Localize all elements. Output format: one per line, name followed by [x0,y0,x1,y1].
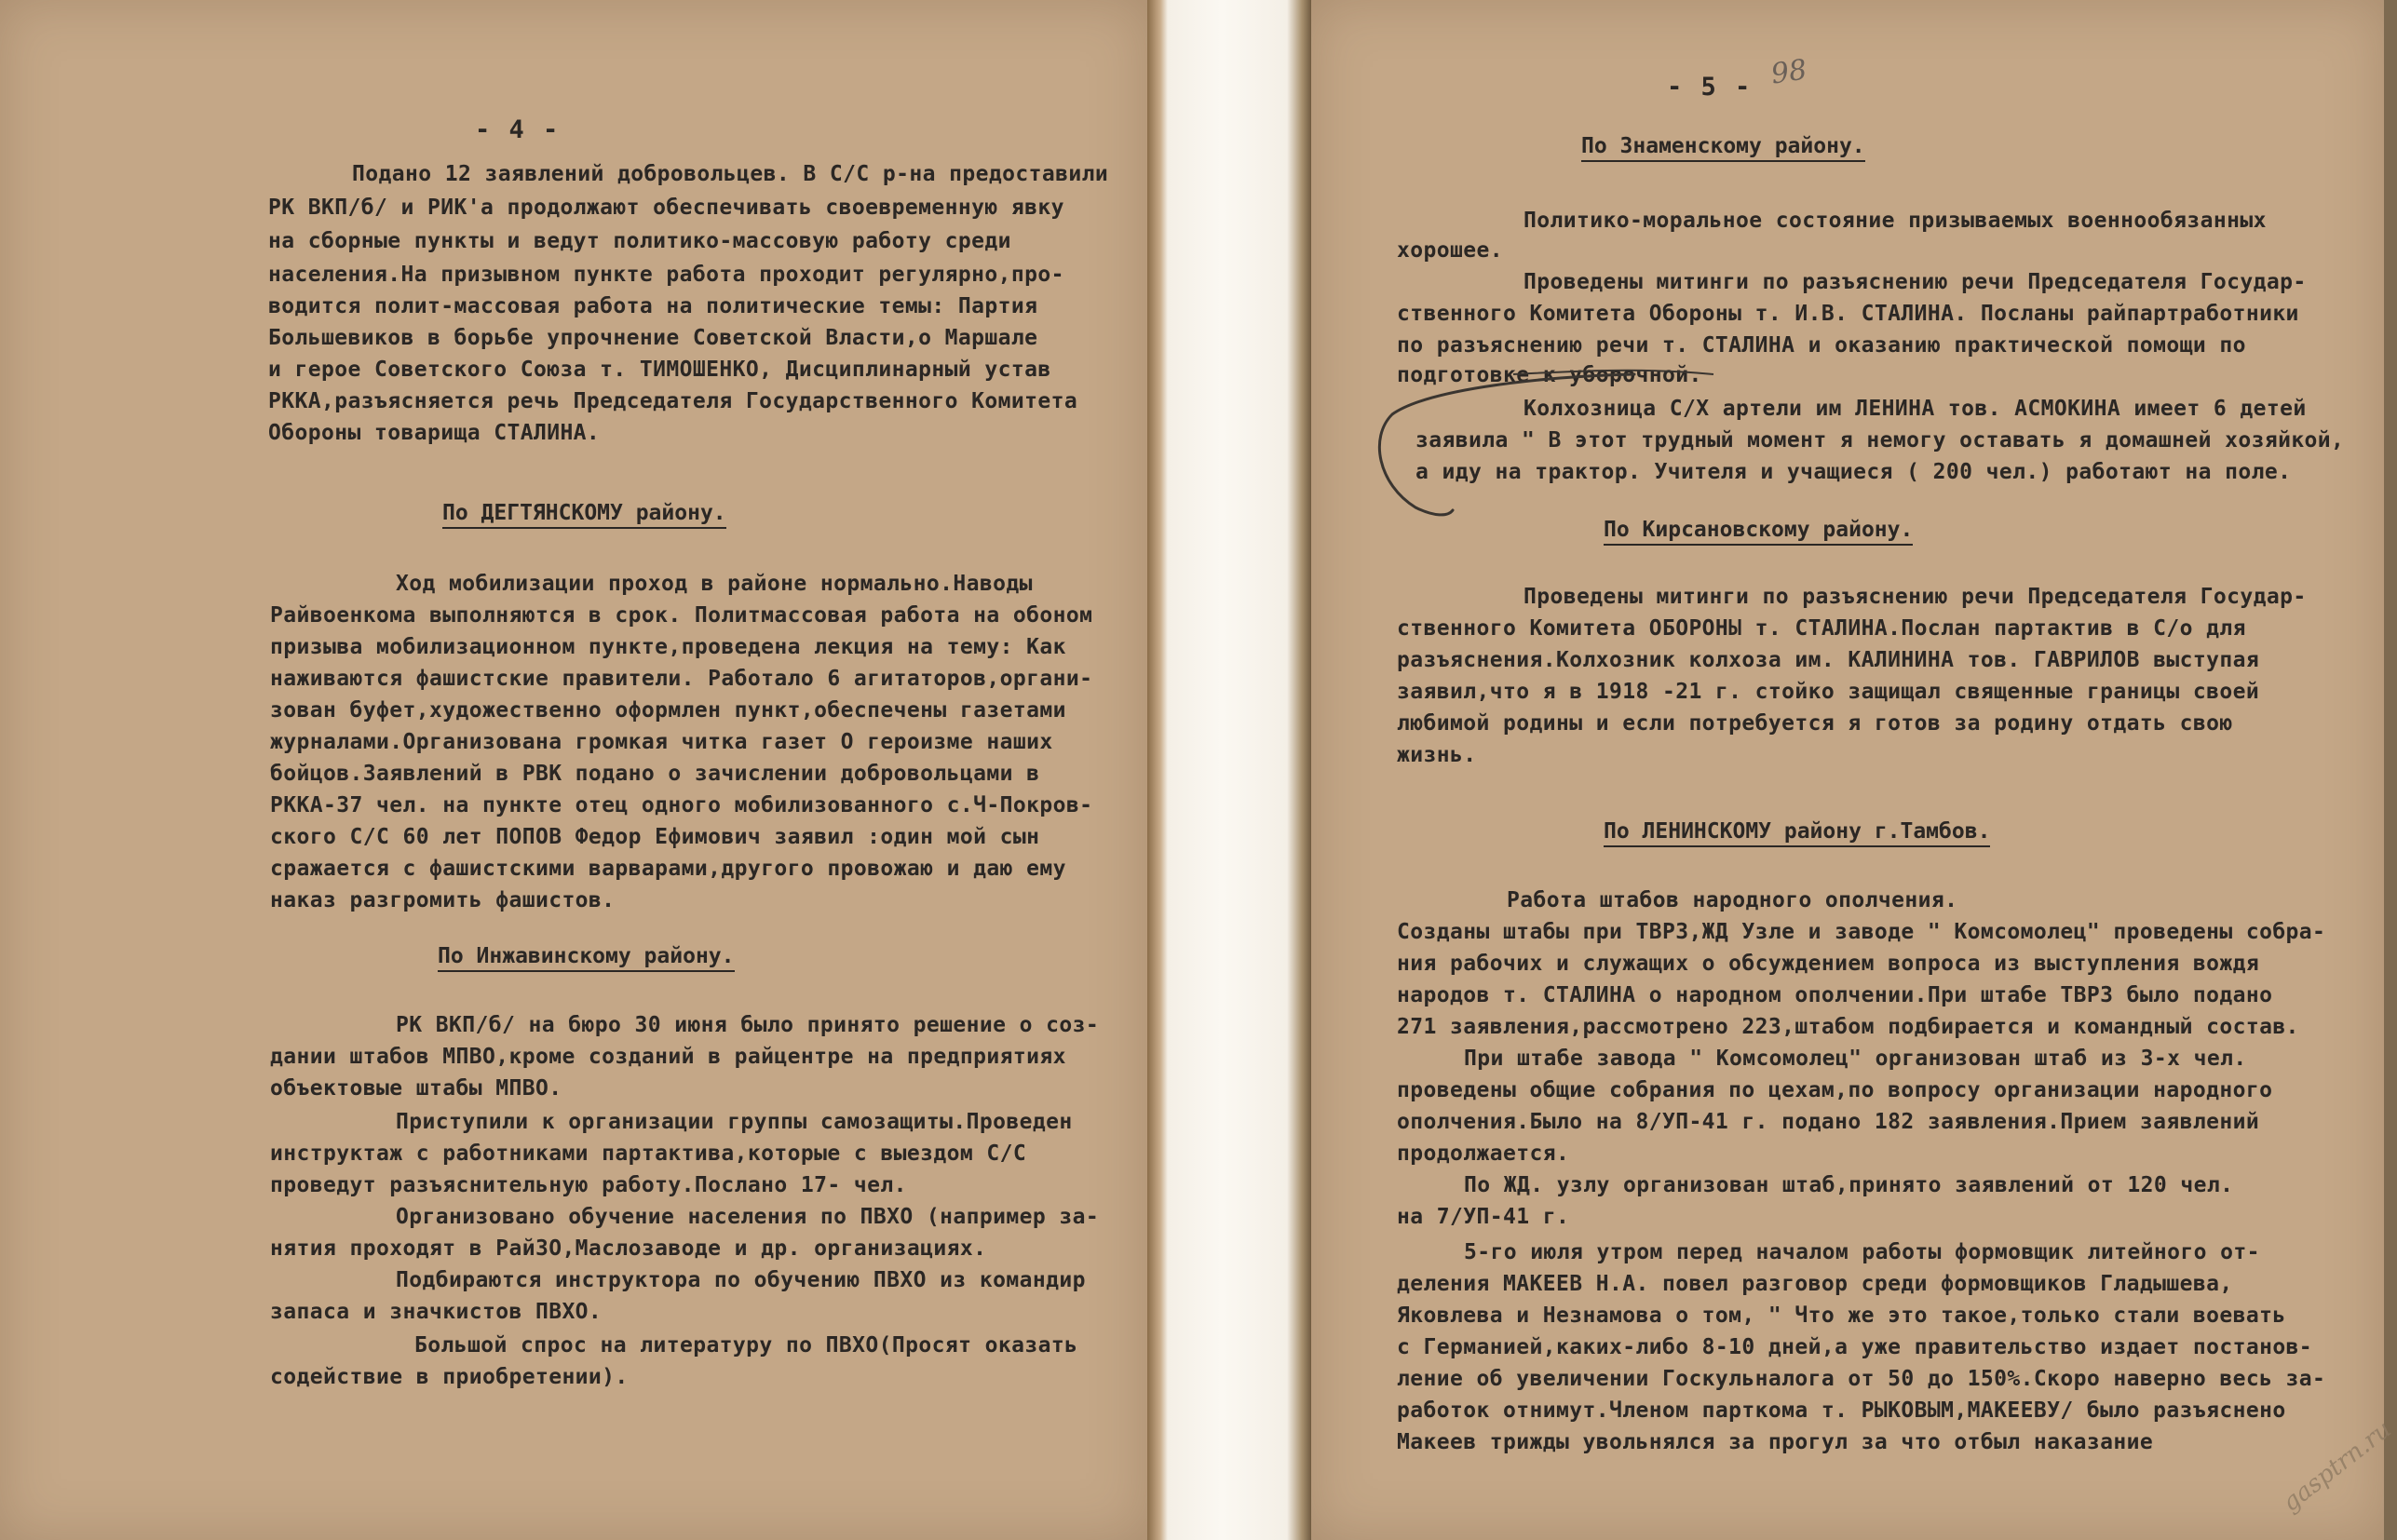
text-line: ление об увеличении Госкульналога от 50 до 150%.Скоро наверно весь за- [1397,1367,2326,1391]
text-line: нятия проходят в РайЗО,Маслозаводе и др. организациях. [270,1236,987,1261]
text-line: РККА,разъясняется речь Председателя Государственного Комитета [268,389,1078,413]
section-heading: По Инжавинскому району. [438,946,735,972]
text-line: Подано 12 заявлений добровольцев. В С/С р-на предоставили [352,162,1109,186]
section-heading: По Кирсановскому району. [1604,520,1913,546]
text-line: Созданы штабы при ТВРЗ,ЖД Узле и заводе " Комсомолец" проведены собра- [1397,920,2326,944]
text-line: Организовано обучение населения по ПВХО (например за- [396,1205,1100,1229]
text-line: проведены общие собрания по цехам,по вопросу организации народного [1397,1078,2273,1102]
section-heading: По ДЕГТЯНСКОМУ району. [442,503,726,529]
text-line: Политико-моральное состояние призываемых военнообязанных [1524,209,2267,233]
text-line: а иду на трактор. Учителя и учащиеся ( 200 чел.) работают на поле. [1415,460,2292,484]
text-line: на 7/УП-41 г. [1397,1205,1570,1229]
text-line: любимой родины и если потребуется я готов за родину отдать свою [1397,711,2233,736]
text-line: запаса и значкистов ПВХО. [270,1300,603,1324]
text-line: 5-го июля утром перед началом работы формовщик литейного от- [1464,1240,2260,1264]
text-line: населения.На призывном пункте работа проходит регулярно,про- [268,263,1064,287]
text-line: зован буфет,художественно оформлен пункт,обеспечены газетами [270,698,1066,723]
text-line: жизнь. [1397,743,1477,767]
text-line: призыва мобилизационном пункте,проведена лекция на тему: Как [270,635,1066,659]
text-line: Приступили к организации группы самозащиты.Проведен [396,1110,1073,1134]
text-line: содействие в приобретении). [270,1365,629,1389]
text-line: Яковлева и Незнамова о том, " Что же это такое,только стали воевать [1397,1304,2286,1328]
text-line: и герое Советского Союза т. ТИМОШЕНКО, Дисциплинарный устав [268,358,1051,382]
text-line: Райвоенкома выполняются в срок. Политмассовая работа на обоном [270,603,1093,628]
text-line: Колхозница С/Х артели им ЛЕНИНА тов. АСМОКИНА имеет 6 детей [1524,397,2307,421]
text-line: РК ВКП/б/ на бюро 30 июня было принято решение о соз- [396,1013,1100,1037]
text-line: Макеев трижды увольнялся за прогул за что отбыл наказание [1397,1430,2154,1454]
text-line: ния рабочих и служащих о обсуждением вопроса из выступления вождя [1397,952,2260,976]
text-line: хорошее. [1397,238,1503,263]
text-line: Проведены митинги по разъяснению речи Председателя Государ- [1524,270,2307,294]
text-line: РККА-37 чел. на пункте отец одного мобилизованного с.Ч-Покров- [270,793,1093,817]
text-line: бойцов.Заявлений в РВК подано о зачислении добровольцами в [270,762,1040,786]
text-line: Работа штабов народного ополчения. [1507,888,1958,912]
text-line: Ход мобилизации проход в районе нормально.Наводы [396,572,1033,596]
page-number-right: - 5 - [1667,73,1753,101]
text-line: РК ВКП/б/ и РИК'а продолжают обеспечивать своевременную явку [268,196,1064,220]
text-line: При штабе завода " Комсомолец" организован штаб из 3-х чел. [1464,1047,2247,1071]
text-line: Подбираются инструктора по обучению ПВХО из командир [396,1268,1086,1292]
section-heading: По ЛЕНИНСКОМУ району г.Тамбов. [1604,821,1990,847]
page-number-left: - 4 - [475,115,561,144]
text-line: 271 заявления,рассмотрено 223,штабом подбирается и командный состав. [1397,1015,2299,1039]
text-line: Обороны товарища СТАЛИНА. [268,421,601,445]
text-line: журналами.Организована громкая читка газет О героизме наших [270,730,1053,754]
text-line: Большевиков в борьбе упрочнение Советской Власти,о Маршале [268,326,1038,350]
text-line: по разъяснению речи т. СТАЛИНА и оказанию практической помощи по [1397,333,2246,358]
text-line: на сборные пункты и ведут политико-массовую работу среди [268,229,1011,253]
text-line: сражается с фашистскими варварами,другого провожаю и даю ему [270,857,1066,881]
handwritten-page-number: 98 [1768,53,1809,91]
text-line: водится полит-массовая работа на политические темы: Партия [268,294,1038,318]
text-line: заявил,что я в 1918 -21 г. стойко защищал священные границы своей [1397,680,2260,704]
watermark: gasptrn.ru [2277,1415,2397,1518]
text-line: заявила " В этот трудный момент я немогу оставать я домашней хозяйкой, [1415,428,2345,453]
text-line: Большой спрос на литературу по ПВХО(Просят оказать [414,1333,1078,1358]
text-line: инструктаж с работниками партактива,которые с выездом С/С [270,1141,1027,1166]
text-line: ского С/С 60 лет ПОПОВ Федор Ефимович заявил :один мой сын [270,825,1040,849]
text-line: Проведены митинги по разъяснению речи Председателя Государ- [1524,585,2307,609]
text-line: ственного Комитета Обороны т. И.В. СТАЛИНА. Посланы райпартработники [1397,302,2299,326]
text-line: наживаются фашистские правители. Работало 6 агитаторов,органи- [270,667,1093,691]
text-line: проведут разъяснительную работу.Послано 17- чел. [270,1173,907,1197]
text-line: наказ разгромить фашистов. [270,888,616,912]
text-line: с Германией,каких-либо 8-10 дней,а уже правительство издает постанов- [1397,1335,2313,1359]
text-line: дании штабов МПВО,кроме созданий в райцентре на предприятиях [270,1045,1066,1069]
text-line: народов т. СТАЛИНА о народном ополчении.При штабе ТВРЗ было подано [1397,983,2273,1007]
text-line: По ЖД. узлу организован штаб,принято заявлений от 120 чел. [1464,1173,2234,1197]
text-line: разъяснения.Колхозник колхоза им. КАЛИНИНА тов. ГАВРИЛОВ выступая [1397,648,2260,672]
text-line: работок отнимут.Членом парткома т. РЫКОВЫМ,МАКЕЕВУ/ было разъяснено [1397,1398,2286,1423]
text-line: ственного Комитета ОБОРОНЫ т. СТАЛИНА.Послан партактив в С/о для [1397,616,2246,641]
text-line: деления МАКЕЕВ Н.А. повел разговор среди формовщиков Гладышева, [1397,1272,2233,1296]
text-line: подготовке к уборочной. [1397,363,1702,387]
text-line: объектовые штабы МПВО. [270,1076,562,1101]
section-heading: По Знаменскому району. [1581,136,1865,162]
text-line: ополчения.Было на 8/УП-41 г. подано 182 заявления.Прием заявлений [1397,1110,2260,1134]
text-line: продолжается. [1397,1141,1570,1166]
